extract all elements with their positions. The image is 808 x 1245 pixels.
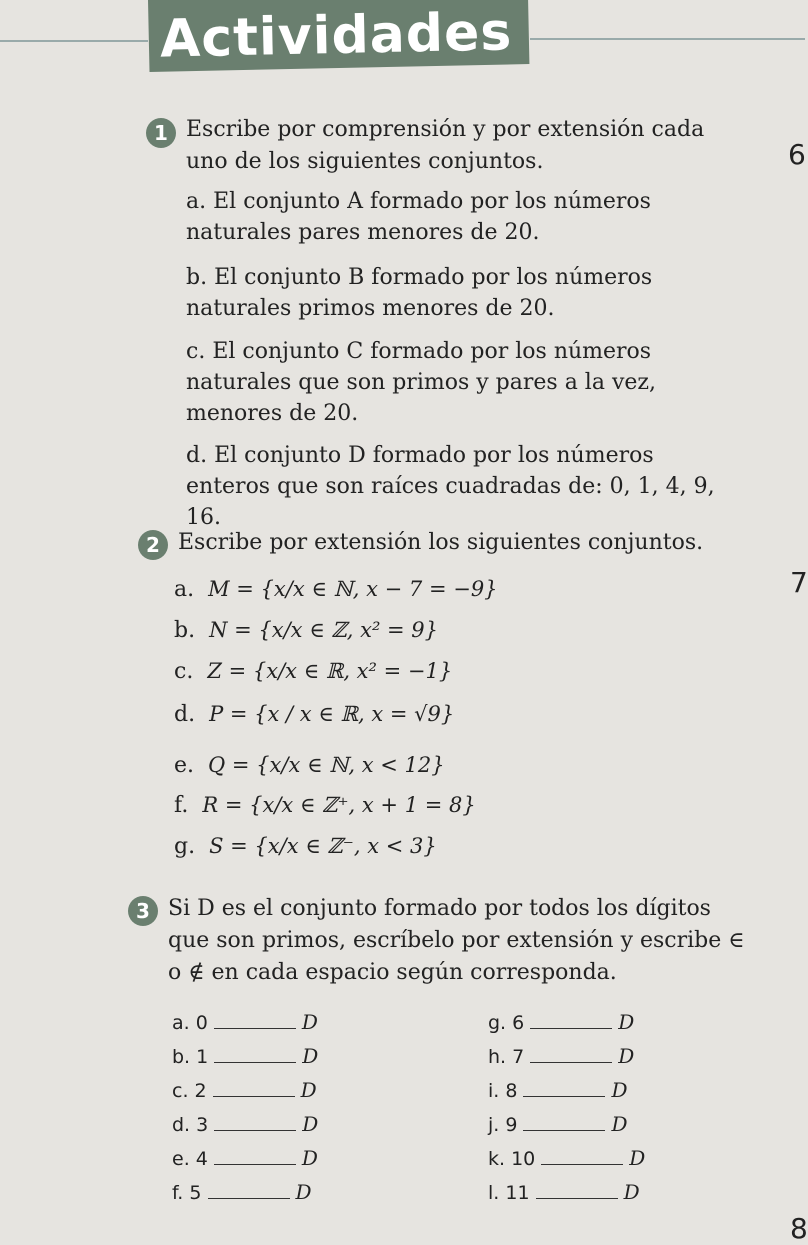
answer-blank[interactable] [214,1164,296,1165]
set-expression: N = {x/x ∈ ℤ, x² = 9} [209,618,439,642]
set-expression: Q = {x/x ∈ ℕ, x < 12} [208,753,445,777]
item-letter: d. [172,1114,191,1136]
item-letter: c. [174,659,194,684]
ex3-row-k [488,1146,645,1170]
item-letter: i. [488,1080,500,1102]
exercise-1-item-b [186,262,726,324]
answer-blank[interactable] [214,1062,296,1063]
item-value: 10 [511,1148,536,1170]
exercise-2-item-f [174,790,476,821]
exercise-1-item-a [186,186,726,248]
ex3-row-h [488,1044,634,1068]
answer-blank[interactable] [523,1130,605,1131]
ex3-row-a [172,1010,318,1034]
item-letter: b. [174,618,196,643]
set-label: D [618,1044,635,1068]
item-letter: d. [174,702,196,727]
item-letter: j. [488,1114,500,1136]
exercise-2-prompt: Escribe por extensión los siguientes conjuntos. [178,530,704,555]
set-expression: P = {x / x ∈ ℝ, x = √9} [209,702,455,726]
answer-blank[interactable] [213,1096,295,1097]
item-letter: e. [172,1148,190,1170]
exercise-1-prompt: Escribe por comprensión y por extensión cada uno de los siguientes conjuntos. [186,117,705,174]
item-value: 8 [505,1080,518,1102]
item-value: 7 [512,1046,525,1068]
set-label: D [295,1180,312,1204]
answer-blank[interactable] [541,1164,623,1165]
exercise-1-badge: 1 [146,118,176,148]
item-text: El conjunto B formado por los números naturales primos menores de 20. [186,265,653,321]
answer-blank[interactable] [214,1130,296,1131]
margin-mark: 6 [788,138,806,171]
set-label: D [300,1078,317,1102]
answer-blank[interactable] [530,1028,612,1029]
set-label: D [301,1010,318,1034]
item-value: 4 [195,1148,208,1170]
item-letter: a. [172,1012,190,1034]
exercise-2-item-e [174,750,445,781]
ex3-row-j [488,1112,628,1136]
item-value: 0 [195,1012,208,1034]
exercise-2-item-a [174,574,498,605]
answer-blank[interactable] [530,1062,612,1063]
set-label: D [629,1146,646,1170]
item-letter: c. [186,339,206,364]
answer-blank[interactable] [208,1198,290,1199]
ex3-row-l [488,1180,640,1204]
margin-mark: 7 [790,566,808,599]
item-value: 3 [196,1114,209,1136]
item-letter: f. [172,1182,184,1204]
item-letter: g. [174,834,196,859]
item-letter: c. [172,1080,189,1102]
answer-blank[interactable] [523,1096,605,1097]
ex3-row-i [488,1078,628,1102]
set-label: D [302,1112,319,1136]
set-label: D [302,1044,319,1068]
exercise-2-item-b [174,615,438,646]
set-label: D [623,1180,640,1204]
set-label: D [301,1146,318,1170]
set-label: D [618,1010,635,1034]
exercise-1-item-c [186,336,726,429]
item-letter: g. [488,1012,507,1034]
ex3-row-g [488,1010,634,1034]
set-expression: M = {x/x ∈ ℕ, x − 7 = −9} [208,577,498,601]
item-letter: b. [186,265,208,290]
item-letter: a. [186,189,207,214]
header-rule-left [0,40,148,42]
item-letter: k. [488,1148,506,1170]
exercise-2-item-g [174,831,437,862]
item-value: 1 [196,1046,209,1068]
ex3-row-c [172,1078,317,1102]
item-text: El conjunto A formado por los números naturales pares menores de 20. [186,189,651,245]
margin-mark: 8 [790,1212,808,1245]
ex3-row-f [172,1180,312,1204]
exercise-2-item-d [174,699,454,730]
item-value: 6 [512,1012,525,1034]
set-expression: R = {x/x ∈ ℤ⁺, x + 1 = 8} [202,793,476,817]
item-letter: a. [174,577,195,602]
set-expression: Z = {x/x ∈ ℝ, x² = −1} [207,659,453,683]
item-letter: d. [186,443,208,468]
exercise-3-prompt: Si D es el conjunto formado por todos los dígitos que son primos, escríbelo por extensión y escribe ∈ o ∉ en cada espacio según corresponda. [168,896,745,985]
item-text: El conjunto C formado por los números naturales que son primos y pares a la vez, menores de 20. [186,339,656,426]
set-expression: S = {x/x ∈ ℤ⁻, x < 3} [209,834,437,858]
item-letter: l. [488,1182,500,1204]
item-value: 2 [194,1080,207,1102]
set-label: D [611,1112,628,1136]
item-letter: b. [172,1046,191,1068]
item-letter: f. [174,793,189,818]
set-label: D [611,1078,628,1102]
answer-blank[interactable] [536,1198,618,1199]
ex3-row-d [172,1112,318,1136]
answer-blank[interactable] [214,1028,296,1029]
exercise-2-item-c [174,656,452,687]
item-letter: h. [488,1046,507,1068]
ex3-row-e [172,1146,318,1170]
ex3-row-b [172,1044,318,1068]
header-rule-right [530,38,805,40]
exercise-3-badge: 3 [128,896,158,926]
exercise-1-item-d [186,440,726,533]
exercise-2-badge: 2 [138,530,168,560]
item-letter: e. [174,753,195,778]
item-value: 11 [505,1182,530,1204]
item-text: El conjunto D formado por los números enteros que son raíces cuadradas de: 0, 1, 4, 9, 16. [186,443,715,530]
page-title: Actividades [159,2,513,70]
item-value: 9 [505,1114,518,1136]
item-value: 5 [189,1182,202,1204]
